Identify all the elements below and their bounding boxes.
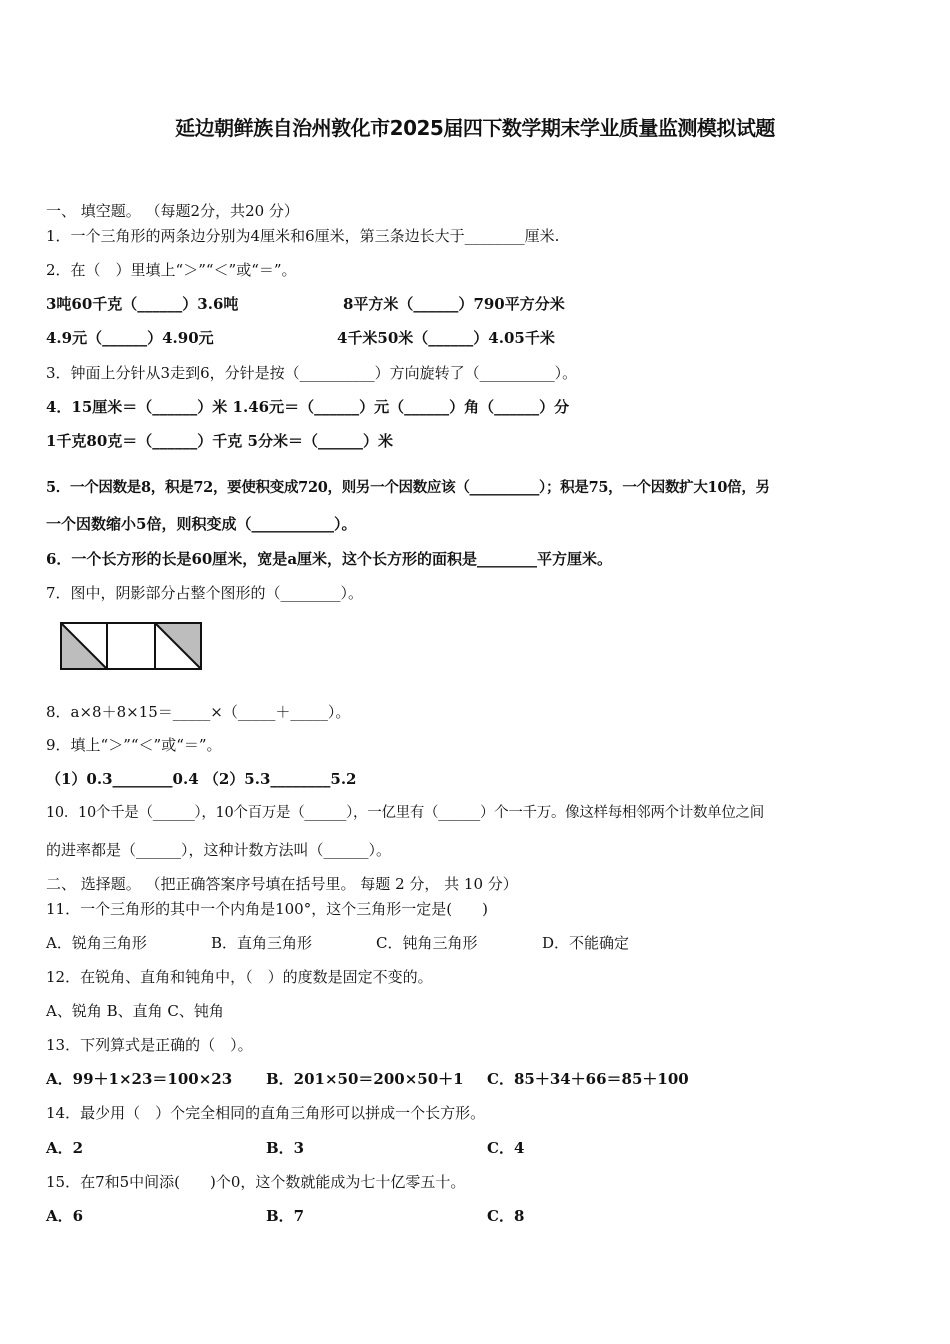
section-1-heading: 一、 填空题。 （每题2分，共20 分） <box>46 202 299 220</box>
question-15-option-c: C．8 <box>487 1207 525 1225</box>
question-5-line-1: 5．一个因数是8，积是72，要使积变成720，则另一个因数应该（__________）；积是75，一个因数扩大10倍，另 <box>46 479 770 496</box>
question-11-option-c: C．钝角三角形 <box>376 934 478 952</box>
question-7: 7．图中，阴影部分占整个图形的（________）。 <box>46 584 364 602</box>
question-2-item-b: 8平方米（______）790平方分米 <box>343 295 565 313</box>
question-11-option-d: D．不能确定 <box>542 934 630 952</box>
question-4-line-2: 1千克80克＝（______）千克 5分米＝（______）米 <box>46 432 393 450</box>
question-15: 15．在7和5中间添( )个0，这个数就能成为七十亿零五十。 <box>46 1173 466 1191</box>
question-15-option-b: B．7 <box>266 1207 305 1225</box>
question-5-line-2: 一个因数缩小5倍，则积变成（___________）。 <box>46 515 357 533</box>
question-1: 1．一个三角形的两条边分别为4厘米和6厘米，第三条边长大于________厘米. <box>46 227 560 245</box>
question-6: 6．一个长方形的长是60厘米，宽是a厘米，这个长方形的面积是________平方厘米。 <box>46 550 613 568</box>
question-13-option-b: B．201×50＝200×50＋1 <box>266 1070 464 1088</box>
question-14-option-a: A．2 <box>46 1139 84 1157</box>
question-8: 8．a×8＋8×15＝_____×（_____＋_____）。 <box>46 703 351 721</box>
question-14: 14．最少用（ ）个完全相同的直角三角形可以拼成一个长方形。 <box>46 1104 486 1122</box>
question-14-option-c: C．4 <box>487 1139 525 1157</box>
question-9-items: （1）0.3________0.4 （2）5.3________5.2 <box>46 770 357 788</box>
question-2-item-d: 4千米50米（______）4.05千米 <box>337 329 555 347</box>
question-13-option-a: A．99＋1×23＝100×23 <box>46 1070 233 1088</box>
question-11-option-b: B．直角三角形 <box>211 934 313 952</box>
question-12-options: A、锐角 B、直角 C、钝角 <box>46 1002 224 1020</box>
question-11-option-a: A．锐角三角形 <box>46 934 147 952</box>
question-14-option-b: B．3 <box>266 1139 305 1157</box>
question-2: 2．在（ ）里填上“＞”“＜”或“＝”。 <box>46 261 297 279</box>
question-13-option-c: C．85＋34＋66＝85＋100 <box>487 1070 689 1088</box>
question-4-line-1: 4．15厘米＝（______）米 1.46元＝（______）元（______）角（______）分 <box>46 398 570 416</box>
question-11: 11．一个三角形的其中一个内角是100°，这个三角形一定是( ) <box>46 900 488 918</box>
section-2-heading: 二、 选择题。 （把正确答案序号填在括号里。 每题 2 分， 共 10 分） <box>46 875 518 893</box>
question-10-line-2: 的进率都是（______），这种计数方法叫（______）。 <box>46 841 392 859</box>
shaded-squares-figure <box>60 622 202 670</box>
question-12: 12．在锐角、直角和钝角中，（ ）的度数是固定不变的。 <box>46 968 433 986</box>
question-2-item-a: 3吨60千克（______）3.6吨 <box>46 295 239 313</box>
question-9: 9．填上“＞”“＜”或“＝”。 <box>46 736 222 754</box>
page-title: 延边朝鲜族自治州敦化市2025届四下数学期末学业质量监测模拟试题 <box>175 116 775 140</box>
question-13: 13．下列算式是正确的（ ）。 <box>46 1036 253 1054</box>
question-2-item-c: 4.9元（______）4.90元 <box>46 329 214 347</box>
question-15-option-a: A．6 <box>46 1207 84 1225</box>
question-3: 3．钟面上分针从3走到6，分针是按（__________）方向旋转了（__________）。 <box>46 364 578 382</box>
question-10-line-1: 10．10个千是（______），10个百万是（______），一亿里有（______）个一千万。像这样每相邻两个计数单位之间 <box>46 805 764 821</box>
